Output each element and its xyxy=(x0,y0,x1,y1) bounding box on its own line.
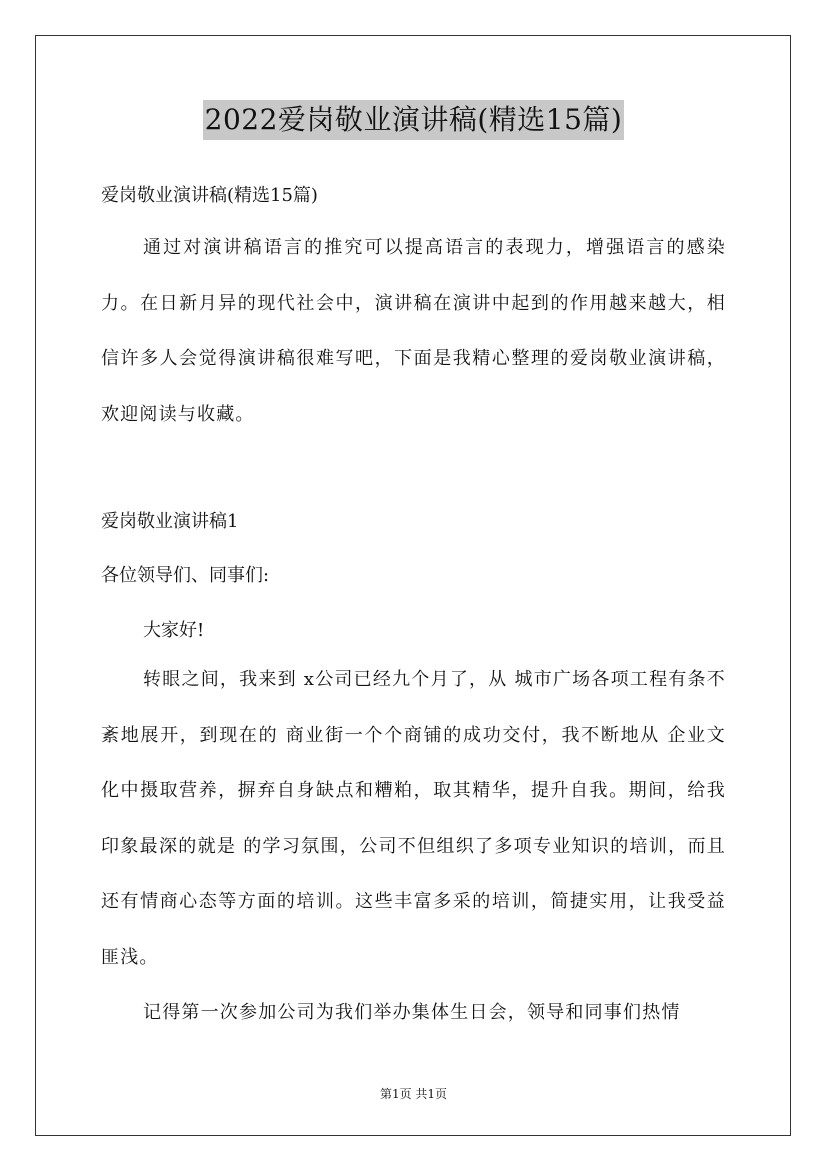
title-container xyxy=(0,100,827,140)
salutation: 各位领导们、同事们: xyxy=(101,565,270,586)
intro-paragraph: 通过对演讲稿语言的推究可以提高语言的表现力，增强语言的感染力。在日新月异的现代社会中，演讲稿在演讲中起到的作用越来越大，相信许多人会觉得演讲稿很难写吧，下面是我精心整理的爱岗敬业演讲稿，欢迎阅读与收藏。 xyxy=(101,237,726,425)
body-paragraph: 转眼之间，我来到 x公司已经九个月了，从 城市广场各项工程有条不紊地展开，到现在的 商业街一个个商铺的成功交付，我不断地从 企业文化中摄取营养，摒弃自身缺点和糟粕，取其精华，提升自我。期间，给我印象最深的就是 的学习氛围，公司不但组织了多项专业知识的培训，而且还有情商心态等方面的培训。这些丰富多采的培训，简捷实用，让我受益匪浅。 xyxy=(101,669,726,968)
body-paragraph-continued: 记得第一次参加公司为我们举办集体生日会，领导和同事们热情 xyxy=(143,1002,681,1023)
document-subtitle: 爱岗敬业演讲稿(精选15篇) xyxy=(101,185,318,206)
document-title: 2022爱岗敬业演讲稿(精选15篇) xyxy=(203,100,625,140)
greeting: 大家好! xyxy=(143,620,205,641)
section-heading: 爱岗敬业演讲稿1 xyxy=(101,511,239,532)
page-number-footer: 第1页 共1页 xyxy=(379,1087,448,1101)
